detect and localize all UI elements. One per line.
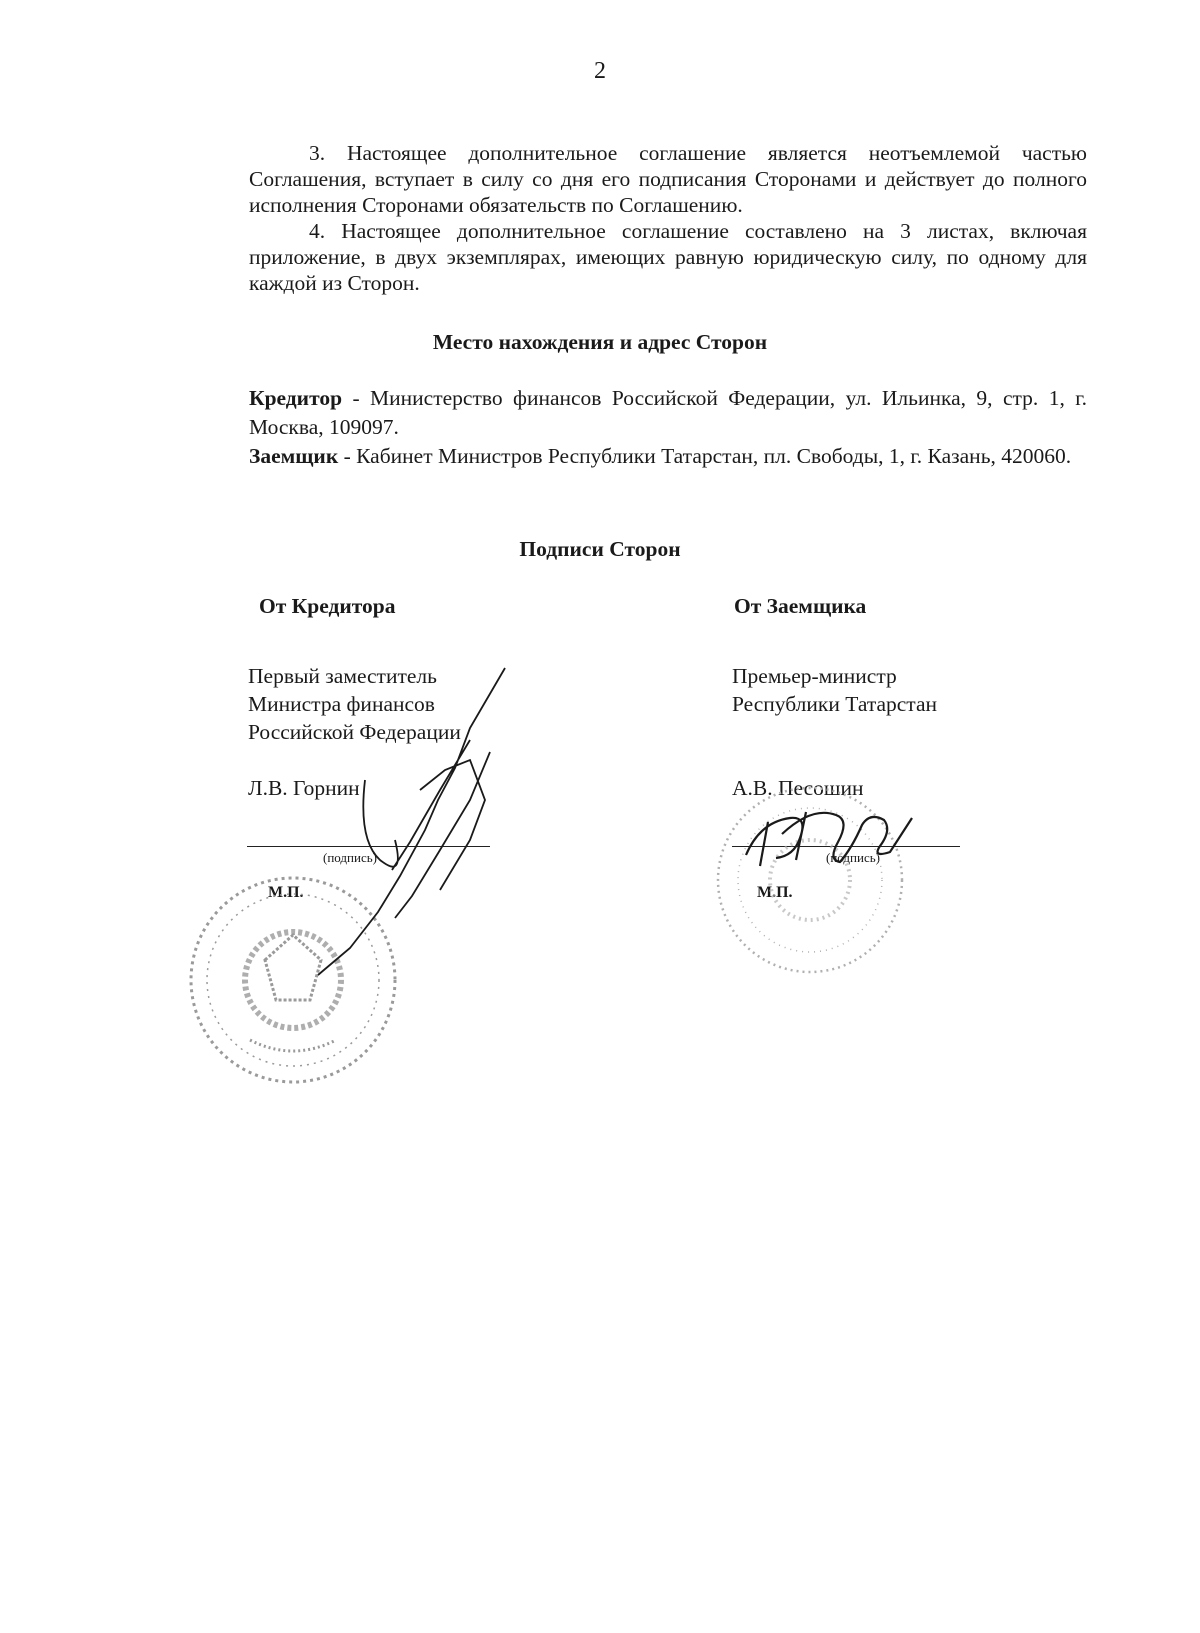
borrower-sign-caption: (подпись) [826,850,880,865]
borrower-name: А.В. Песошин [732,776,864,800]
signatures-title: Подписи Сторон [519,537,681,561]
creditor-position-line-2: Министра финансов [248,692,435,716]
creditor-seal-mark: М.П. [268,884,304,901]
paragraph-3: 3. Настоящее дополнительное соглашение является неотъемлемой частью Соглашения, вступает в силу со дня его подписания Сторонами и действует до полного исполнения Сторонами обязательств по Соглашению. [249,141,1087,217]
creditor-heading: От Кредитора [259,594,396,618]
creditor-official-seal [191,878,395,1082]
borrower-heading: От Заемщика [734,594,867,618]
borrower-signature-icon [746,812,912,866]
borrower-position-line-2: Республики Татарстан [732,692,938,716]
borrower-text: - Кабинет Министров Республики Татарстан, пл. Свободы, 1, г. Казань, 420060. [338,444,1072,468]
addresses-title: Место нахождения и адрес Сторон [432,330,768,354]
creditor-label: Кредитор [249,386,343,410]
paragraph-4: 4. Настоящее дополнительное соглашение составлено на 3 листах, включая приложение, в двух экземплярах, имеющих равную юридическую силу, по одному для каждой из Сторон. [249,219,1087,295]
borrower-seal-mark: М.П. [757,884,793,901]
page-number: 2 [594,58,606,84]
creditor-name: Л.В. Горнин [248,776,360,800]
creditor-sign-caption: (подпись) [323,850,377,865]
borrower-label: Заемщик [249,444,339,468]
creditor-signature-icon [318,668,505,975]
creditor-text: - Министерство финансов Российской Федерации, ул. Ильинка, 9, стр. 1, г. Москва, 109097. [249,386,1087,439]
creditor-position-line-3: Российской Федерации [248,720,461,744]
borrower-position-line-1: Премьер-министр [732,664,897,688]
creditor-position-line-1: Первый заместитель [248,664,437,688]
